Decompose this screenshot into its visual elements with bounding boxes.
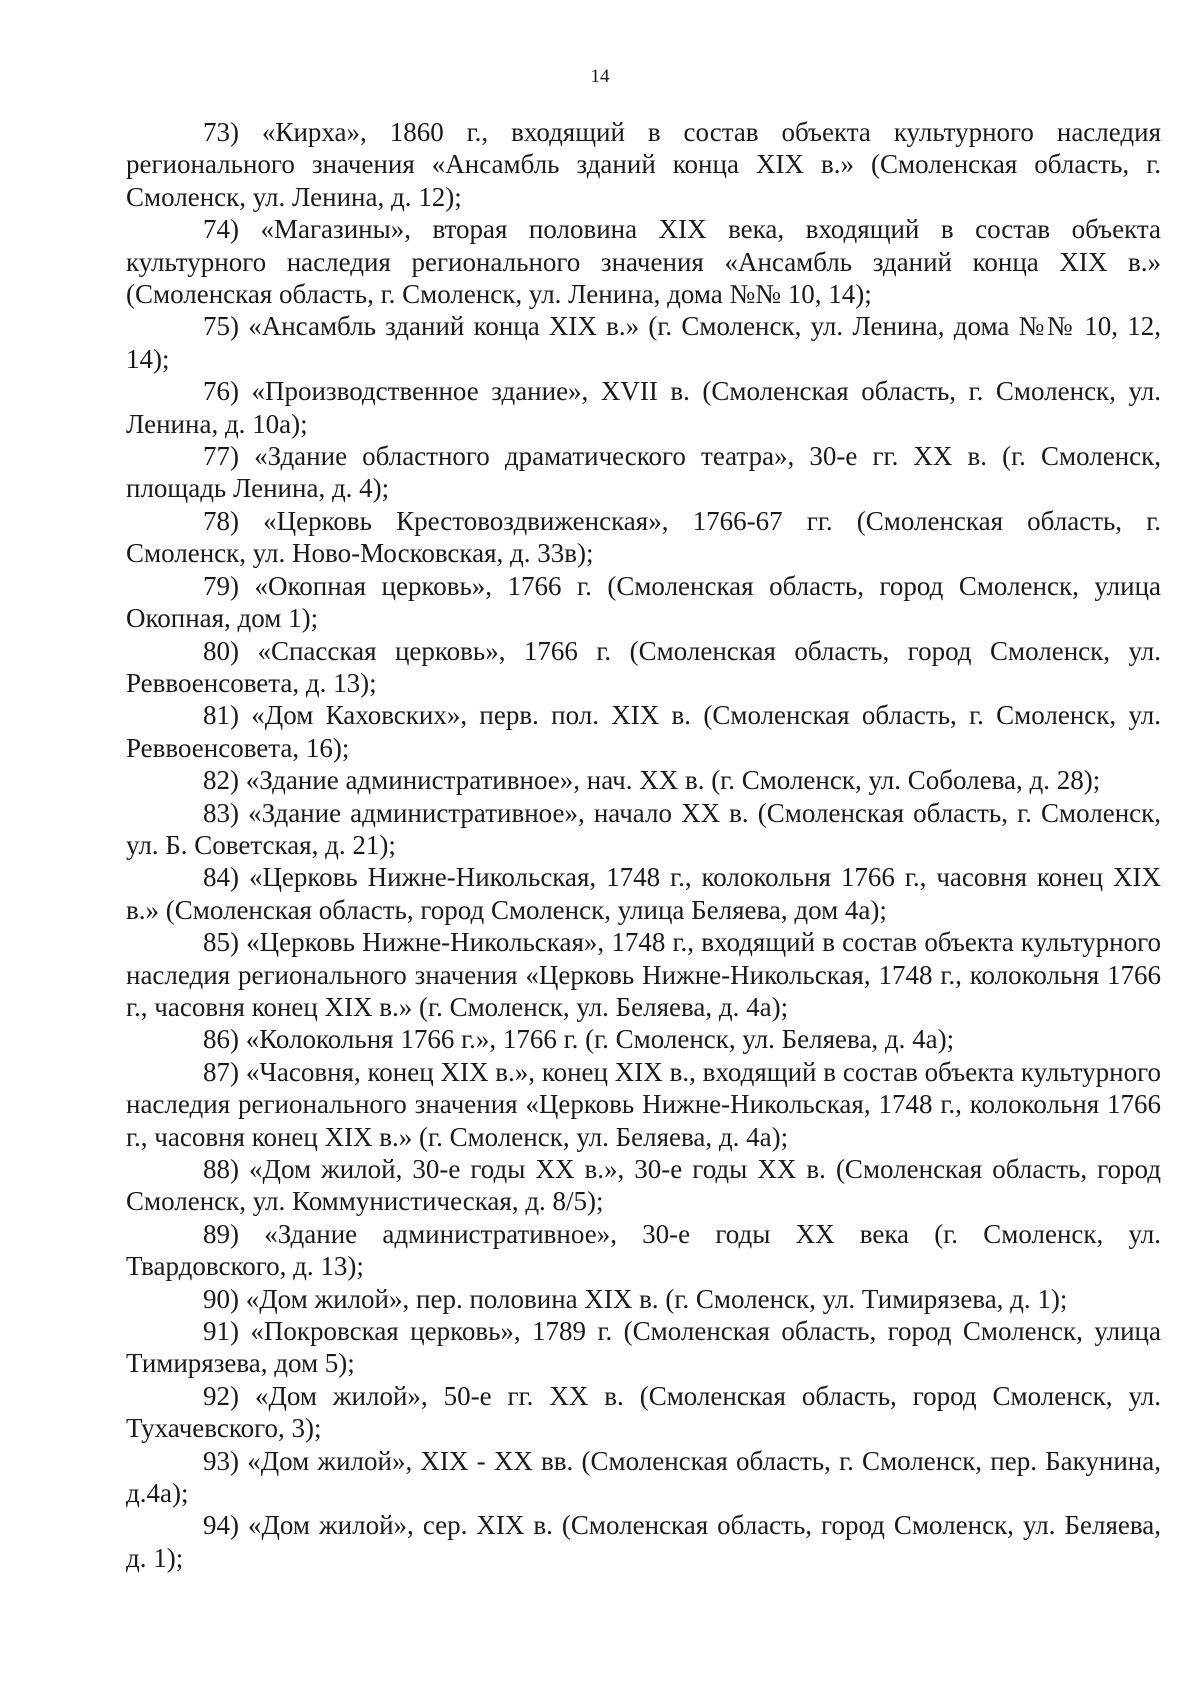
list-item: 94) «Дом жилой», сер. XIX в. (Смоленская область, город Смоленск, ул. Беляева, д. 1); — [126, 1510, 1161, 1573]
page-number: 14 — [590, 66, 610, 87]
list-item: 86) «Колокольня 1766 г.», 1766 г. (г. Смоленск, ул. Беляева, д. 4а); — [203, 1024, 955, 1055]
list-item: 74) «Магазины», вторая половина XIX века, входящий в состав объекта культурного наследия регионального значения «Ансамбль зданий конца XIX в.» (Смоленская область, г. Смоленск, ул. Ленина, дома №№ 10, 14); — [126, 214, 1161, 310]
list-item: 83) «Здание административное», начало XX в. (Смоленская область, г. Смоленск, ул. Б. Советская, д. 21); — [126, 797, 1161, 860]
list-item: 76) «Производственное здание», XVII в. (Смоленская область, г. Смоленск, ул. Ленина, д. 10а); — [126, 376, 1161, 439]
list-item: 82) «Здание административное», нач. XX в. (г. Смоленск, ул. Соболева, д. 28); — [203, 765, 1101, 796]
list-item: 91) «Покровская церковь», 1789 г. (Смоленская область, город Смоленск, улица Тимирязева, дом 5); — [126, 1316, 1161, 1379]
list-item: 80) «Спасская церковь», 1766 г. (Смоленская область, город Смоленск, ул. Реввоенсовета, д. 13); — [126, 635, 1161, 698]
list-item: 78) «Церковь Крестовоздвиженская», 1766-67 гг. (Смоленская область, г. Смоленск, ул. Ново-Московская, д. 33в); — [126, 505, 1161, 569]
list-item: 84) «Церковь Нижне-Никольская, 1748 г., колокольня 1766 г., часовня конец XIX в.» (Смоленская область, город Смоленск, улица Беляева, дом 4а); — [126, 862, 1161, 925]
list-item: 75) «Ансамбль зданий конца XIX в.» (г. Смоленск, ул. Ленина, дома №№ 10, 12, 14); — [126, 311, 1161, 374]
list-item: 89) «Здание административное», 30-е годы XX века (г. Смоленск, ул. Твардовского, д. 13); — [126, 1218, 1161, 1282]
list-item: 81) «Дом Каховских», перв. пол. XIX в. (Смоленская область, г. Смоленск, ул. Реввоенсовета, 16); — [126, 700, 1161, 763]
list-item: 92) «Дом жилой», 50-е гг. XX в. (Смоленская область, город Смоленск, ул. Тухачевского, 3); — [126, 1380, 1162, 1444]
list-item: 93) «Дом жилой», XIX - XX вв. (Смоленская область, г. Смоленск, пер. Бакунина, д.4а); — [126, 1445, 1161, 1509]
list-item: 88) «Дом жилой, 30-е годы XX в.», 30-е годы XX в. (Смоленская область, город Смоленск, ул. Коммунистическая, д. 8/5); — [126, 1154, 1161, 1217]
document-body — [126, 116, 1161, 1574]
list-item: 87) «Часовня, конец XIX в.», конец XIX в., входящий в состав объекта культурного наследия регионального значения «Церковь Нижне-Никольская, 1748 г., колокольня 1766 г., часовня конец XIX в.» (г. Смоленск, ул. Беляева, д. 4а); — [126, 1056, 1161, 1152]
list-item: 85) «Церковь Нижне-Никольская», 1748 г., входящий в состав объекта культурного наследия регионального значения «Церковь Нижне-Никольская, 1748 г., колокольня 1766 г., часовня конец XIX в.» (г. Смоленск, ул. Беляева, д. 4а); — [126, 927, 1161, 1022]
list-item: 73) «Кирха», 1860 г., входящий в состав объекта культурного наследия регионального значения «Ансамбль зданий конца XIX в.» (Смоленская область, г. Смоленск, ул. Ленина, д. 12); — [126, 117, 1161, 212]
list-item: 79) «Окопная церковь», 1766 г. (Смоленская область, город Смоленск, улица Окопная, дом 1); — [126, 570, 1161, 634]
list-item: 77) «Здание областного драматического театра», 30-е гг. XX в. (г. Смоленск, площадь Ленина, д. 4); — [126, 441, 1161, 504]
list-item: 90) «Дом жилой», пер. половина XIX в. (г. Смоленск, ул. Тимирязева, д. 1); — [203, 1283, 1068, 1314]
